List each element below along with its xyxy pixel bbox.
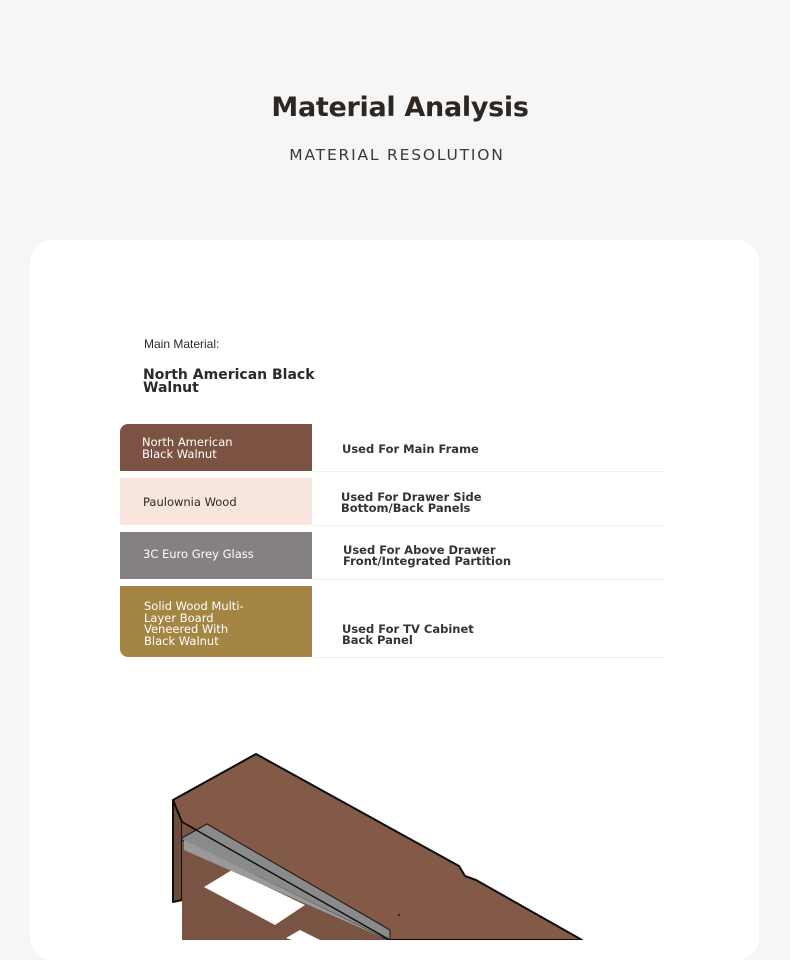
material-name: Paulownia Wood: [143, 495, 237, 509]
screw-hole-icon: [398, 914, 400, 916]
material-usage: Used For Main Frame: [342, 442, 479, 456]
material-usage: Used For TV Cabinet Back Panel: [342, 622, 474, 647]
material-usage: Used For Drawer Side Bottom/Back Panels: [341, 490, 482, 515]
main-material-label: Main Material:: [144, 337, 220, 351]
material-name: North American Black Walnut: [142, 435, 233, 461]
main-material-value: North American Black Walnut: [143, 367, 315, 396]
material-name: Solid Wood Multi-Layer Board Veneered With Black Walnut: [144, 599, 244, 648]
material-name: 3C Euro Grey Glass: [143, 547, 254, 561]
page-subtitle: MATERIAL RESOLUTION: [289, 146, 505, 164]
material-usage: Used For Above Drawer Front/Integrated Partition: [343, 543, 512, 568]
page-title: Material Analysis: [271, 92, 529, 123]
